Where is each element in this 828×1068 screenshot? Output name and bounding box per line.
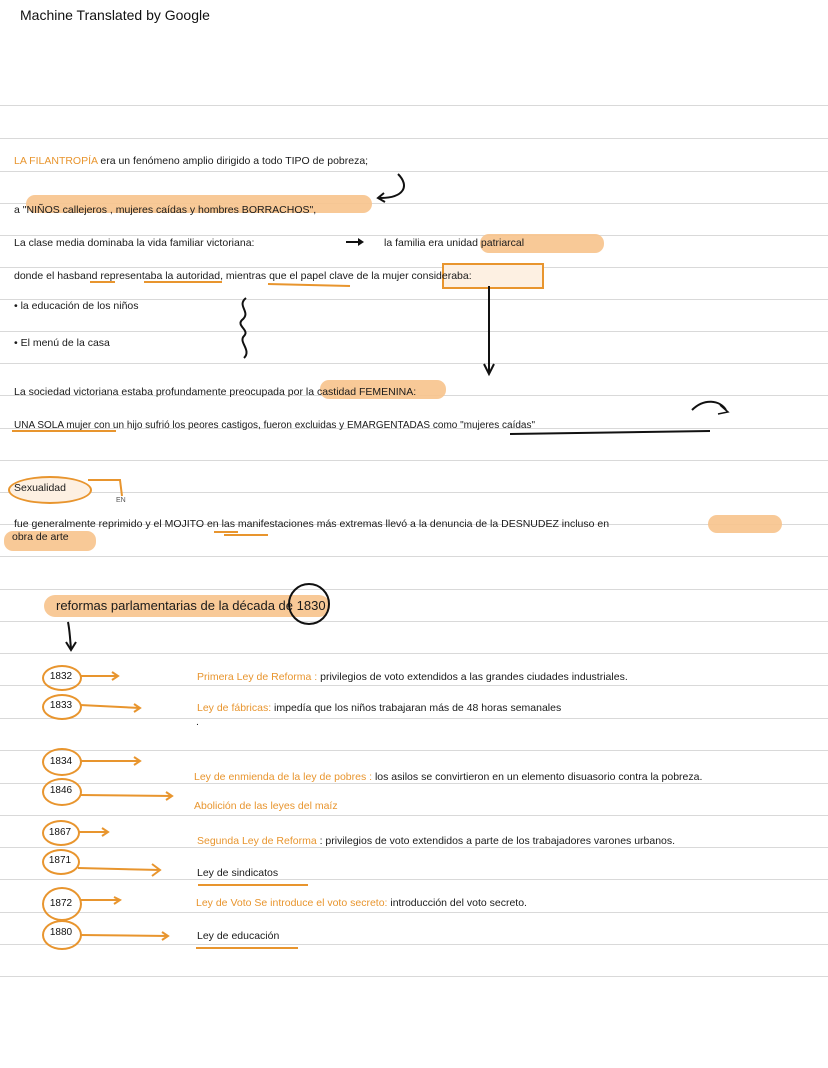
line-text: fue generalmente reprimido y el MOJITO en las manifestaciones más extremas llevó a la denuncia de la DESNUDEZ incluso en [14,518,610,530]
year-label: 1867 [48,827,72,838]
brace-icon [240,298,246,358]
year-label: 1846 [49,785,73,796]
year-label: 1880 [49,927,73,938]
year-label: 1833 [49,700,73,711]
law-title: Ley de Voto Se introduce el voto secreto: [196,897,388,909]
year-label: 1834 [49,756,73,767]
orange-arrow-icon [80,704,140,712]
line-text: era un fenómeno amplio dirigido a todo TIPO de pobreza; [97,155,369,167]
line-text: La sociedad victoriana estaba profundamente preocupada por la castidad FEMENINA: [14,386,417,398]
orange-arrow-icon [80,932,168,940]
law-title: Ley de enmienda de la ley de pobres : [194,771,373,783]
circle-annotation [289,584,329,624]
line-text: obra de arte [12,531,69,543]
orange-arrow-icon [88,480,122,496]
line-text: la familia era unidad patriarcal [384,237,525,249]
bullet-item: • El menú de la casa [14,337,110,349]
line-text: La clase media dominaba la vida familiar victoriana: [14,237,255,249]
law-desc: impedía que los niños trabajaran más de 48 horas semanales [271,702,562,714]
law-desc: Ley de sindicatos [197,867,279,879]
year-label: 1871 [48,855,72,866]
law-desc: los asilos se convirtieron en un elemento disuasorio contra la pobreza. [372,771,703,783]
law-title: Abolición de las leyes del maíz [194,800,338,812]
line-text: donde el hasband representaba la autoridad, mientras que el papel clave de la mujer consideraba: [14,270,472,282]
law-desc: Ley de educación [197,930,280,942]
orange-arrow-icon [80,672,118,680]
orange-arrow-icon [78,828,108,836]
line-text: UNA SOLA mujer con un hijo sufrió los peores castigos, fueron excluidas y EMARGENTADAS como "mujeres caídas" [14,420,536,431]
law-title: Segunda Ley de Reforma [197,835,317,847]
sexuality-label: Sexualidad [14,482,66,494]
orange-arrow-icon [80,757,140,765]
year-label: 1832 [49,671,73,682]
arrow-head-icon [358,238,364,246]
orange-arrow-icon [78,864,160,876]
stray-dot: . [196,716,199,728]
law-title: Primera Ley de Reforma : [197,671,318,683]
machine-translation-banner: Machine Translated by Google [20,7,210,23]
philanthropy-term: LA FILANTROPÍA [14,155,98,167]
law-desc: introducción del voto secreto. [387,897,527,909]
orange-arrow-icon [80,897,120,904]
orange-arrow-icon [80,792,172,800]
law-desc: privilegios de voto extendidos a las grandes ciudades industriales. [317,671,628,683]
underline [510,431,710,434]
year-label: 1872 [49,898,73,909]
annotation-en: EN [116,497,126,504]
law-title: Ley de fábricas: [197,702,272,714]
reforms-title: reformas parlamentarias de la década de 1830 [56,598,326,613]
line-text: a "NIÑOS callejeros , mujeres caídas y hombres BORRACHOS", [14,204,317,216]
bullet-item: • la educación de los niños [14,300,139,312]
underline [268,284,350,286]
law-desc: : privilegios de voto extendidos a parte de los trabajadores varones urbanos. [316,835,676,847]
